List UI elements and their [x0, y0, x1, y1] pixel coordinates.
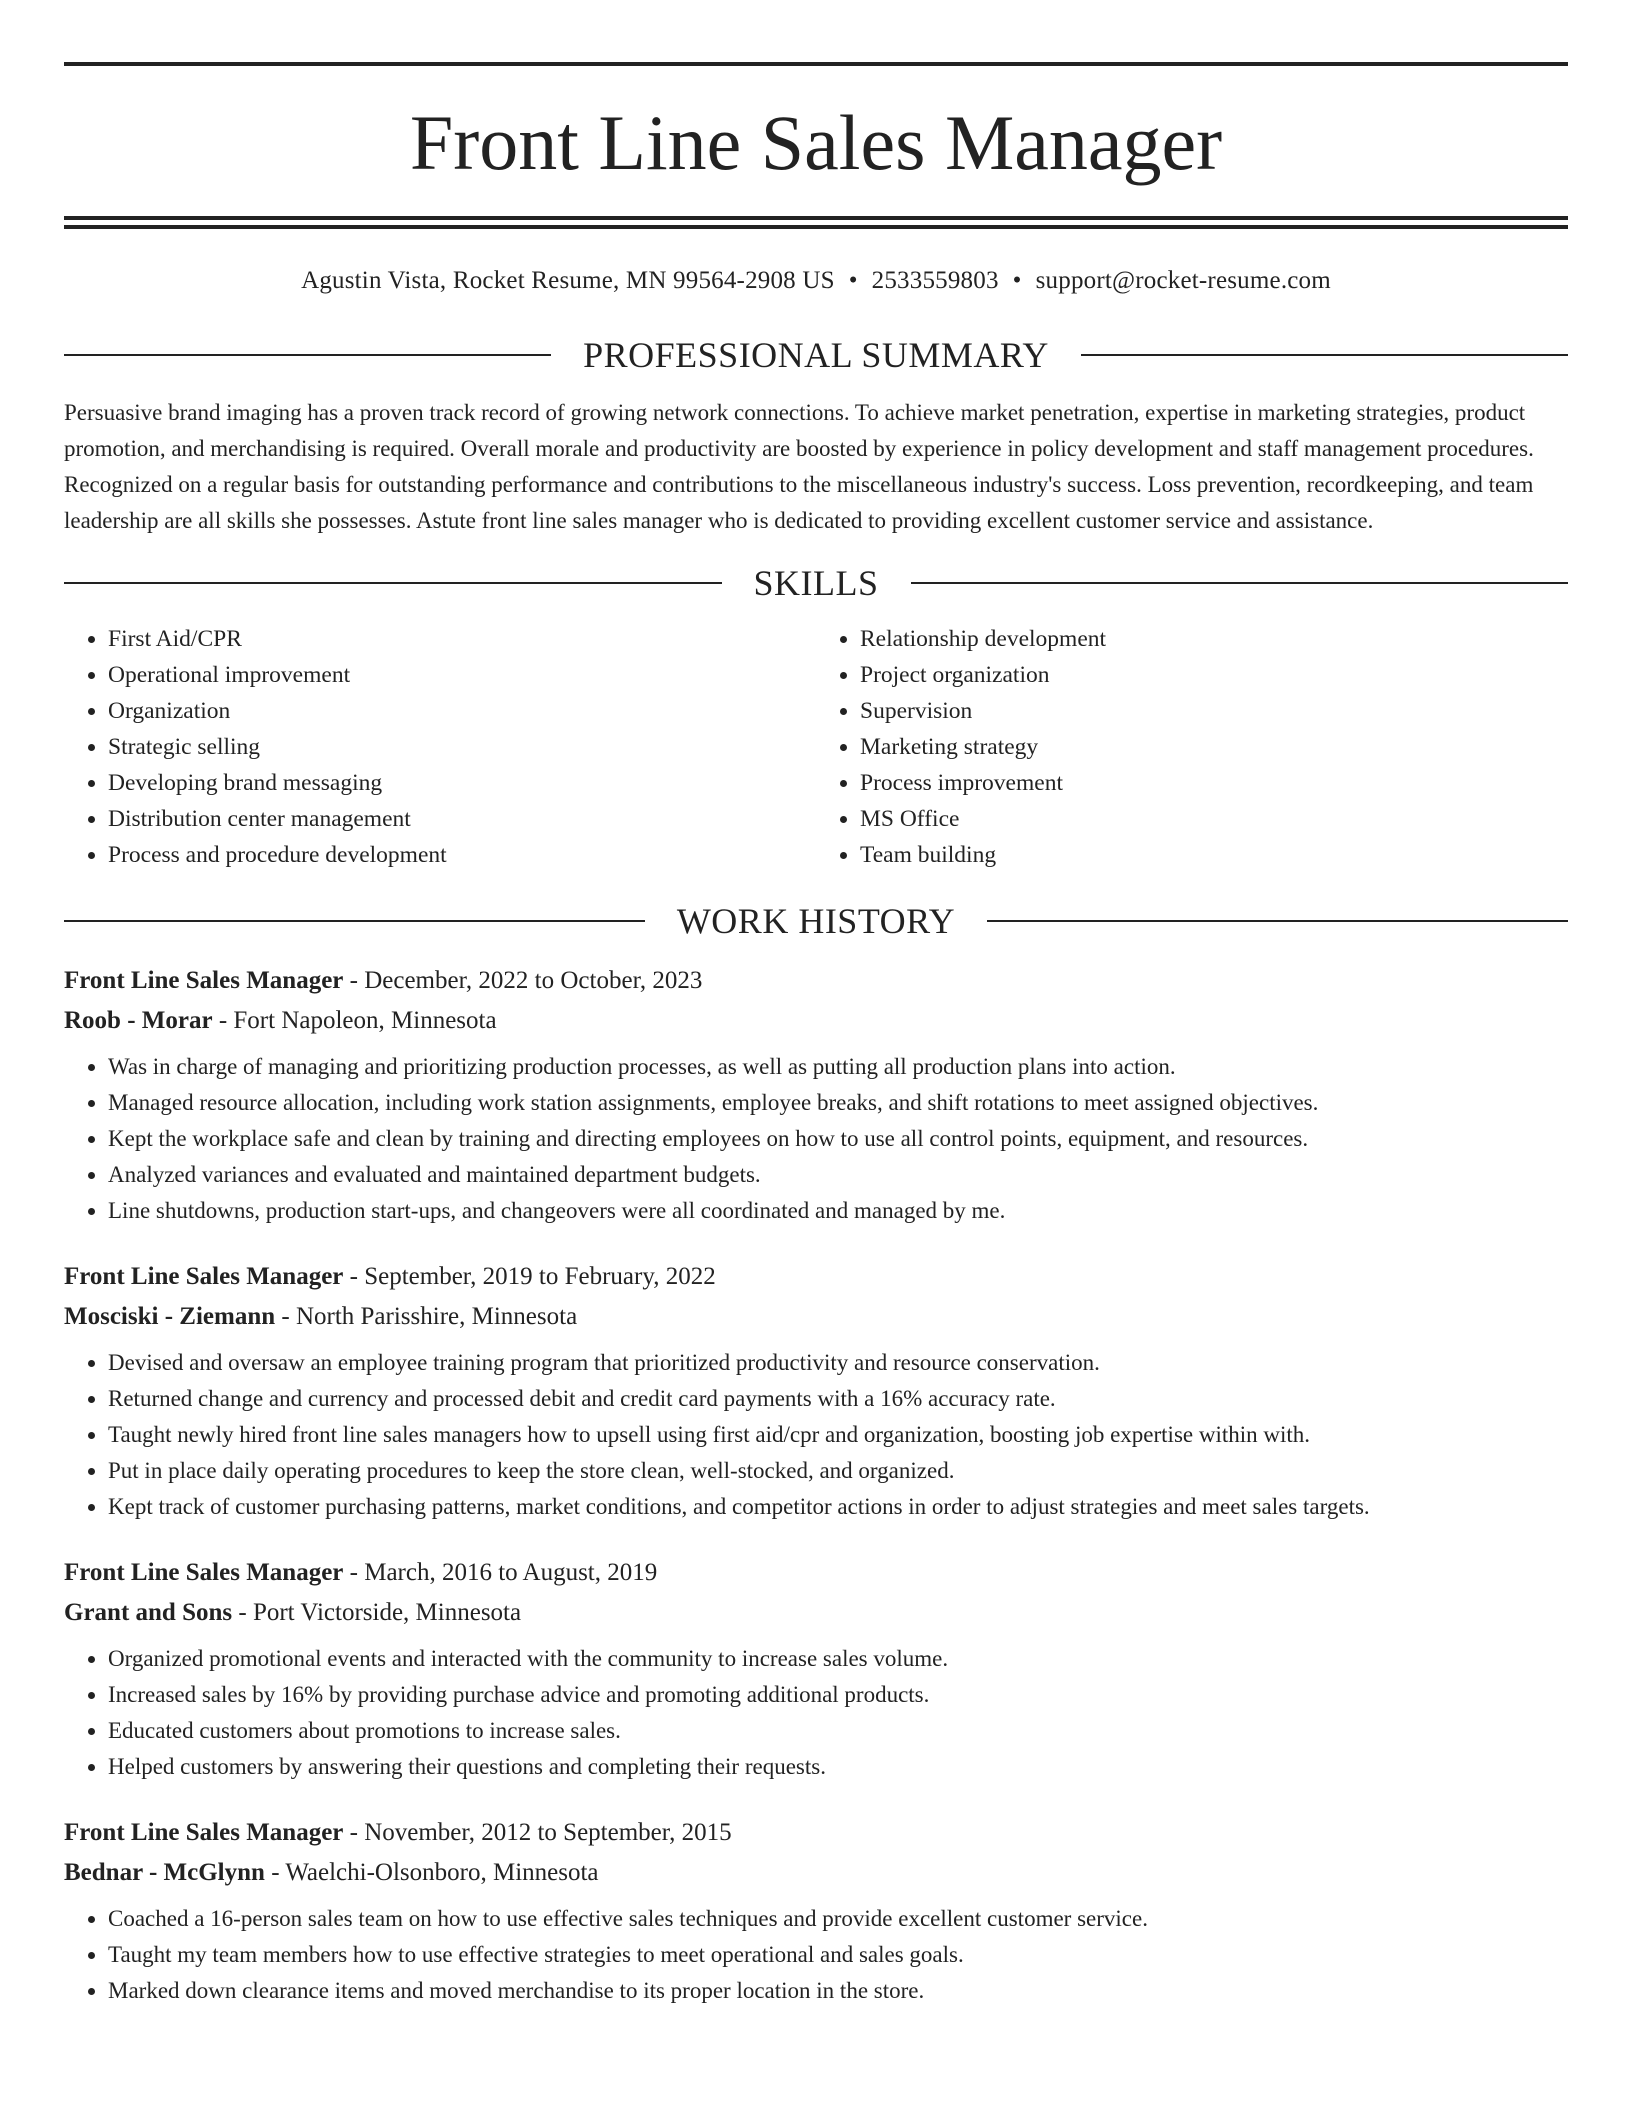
job-bullet: • Marked down clearance items and moved merchandise to its proper location in the store.: [108, 1973, 1568, 2009]
job-bullet: • Coached a 16-person sales team on how to use effective sales techniques and provide excellent customer service.: [108, 1901, 1568, 1937]
job-company-line: [64, 1593, 1568, 1633]
page-title: Front Line Sales Manager: [409, 99, 1223, 186]
heading-rule-left: [64, 354, 551, 356]
summary-heading-label: PROFESSIONAL SUMMARY: [583, 335, 1049, 375]
job-title-line: [64, 1257, 1568, 1297]
job-bullet: • Educated customers about promotions to increase sales.: [108, 1713, 1568, 1749]
job-location: - North Parisshire, Minnesota: [275, 1303, 578, 1330]
job-bullet: • Was in charge of managing and prioritizing production processes, as well as putting all production plans into action.: [108, 1049, 1568, 1085]
job-bullet: • Kept the workplace safe and clean by training and directing employees on how to use all control points, equipment, and resources.: [108, 1121, 1568, 1157]
job-location: - Waelchi-Olsonboro, Minnesota: [264, 1859, 599, 1886]
heading-rule-right: [911, 582, 1569, 584]
contact-separator: •: [1012, 267, 1022, 294]
contact-address: Agustin Vista, Rocket Resume, MN 99564-2908 US: [301, 267, 835, 294]
job-title: Front Line Sales Manager: [64, 1819, 344, 1846]
job-company-line: [64, 1001, 1568, 1041]
job-dates: - September, 2019 to February, 2022: [343, 1263, 716, 1290]
skill-item: • Organization: [108, 693, 816, 729]
job-bullet: • Put in place daily operating procedures to keep the store clean, well-stocked, and organized.: [108, 1453, 1568, 1489]
job-company-line: [64, 1853, 1568, 1893]
skill-item: • Team building: [860, 837, 1568, 873]
skill-item: • Supervision: [860, 693, 1568, 729]
job-dates: - November, 2012 to September, 2015: [343, 1819, 732, 1846]
job-company-line: [64, 1297, 1568, 1337]
skill-item: • Operational improvement: [108, 657, 816, 693]
heading-rule-left: [64, 920, 645, 922]
job-bullets: [64, 1049, 1568, 1229]
work-heading-label: WORK HISTORY: [676, 901, 956, 941]
job-entry: [64, 961, 1568, 1229]
job-bullet: • Kept track of customer purchasing patterns, market conditions, and competitor actions in order to adjust strategies and meet sales targets.: [108, 1489, 1568, 1525]
skill-item: • Developing brand messaging: [108, 765, 816, 801]
job-location: - Port Victorside, Minnesota: [232, 1599, 522, 1626]
job-entry: [64, 1553, 1568, 1785]
skill-item: • Distribution center management: [108, 801, 816, 837]
job-entry: [64, 1813, 1568, 2009]
job-location: - Fort Napoleon, Minnesota: [212, 1007, 497, 1034]
skill-item: • Marketing strategy: [860, 729, 1568, 765]
skills-heading: [64, 561, 1568, 605]
skill-item: • Project organization: [860, 657, 1568, 693]
job-bullet: • Organized promotional events and interacted with the community to increase sales volume.: [108, 1641, 1568, 1677]
resume-content: [64, 62, 1568, 2009]
job-company: Mosciski - Ziemann: [64, 1303, 276, 1330]
work-heading: [64, 899, 1568, 943]
job-title: Front Line Sales Manager: [64, 1263, 344, 1290]
heading-rule-right: [987, 920, 1568, 922]
job-company: Grant and Sons: [64, 1599, 233, 1626]
job-bullet: • Increased sales by 16% by providing purchase advice and promoting additional products.: [108, 1677, 1568, 1713]
job-title: Front Line Sales Manager: [64, 1559, 344, 1586]
skill-item: • First Aid/CPR: [108, 621, 816, 657]
job-bullets: [64, 1641, 1568, 1785]
job-company: Bednar - McGlynn: [64, 1859, 265, 1886]
skill-item: • Process and procedure development: [108, 837, 816, 873]
job-title-line: [64, 1813, 1568, 1853]
work-history: [64, 961, 1568, 2009]
contact-email: support@rocket-resume.com: [1035, 267, 1331, 294]
job-bullet: • Line shutdowns, production start-ups, and changeovers were all coordinated and managed by me.: [108, 1193, 1568, 1229]
heading-rule-right: [1081, 354, 1568, 356]
contact-separator: •: [848, 267, 858, 294]
job-bullet: • Returned change and currency and processed debit and credit card payments with a 16% accuracy rate.: [108, 1381, 1568, 1417]
job-title-line: [64, 1553, 1568, 1593]
title-double-rule: [64, 216, 1568, 229]
skills-heading-label: SKILLS: [753, 563, 879, 603]
skills-list-left: [64, 621, 816, 873]
job-dates: - December, 2022 to October, 2023: [343, 967, 703, 994]
job-dates: - March, 2016 to August, 2019: [343, 1559, 658, 1586]
job-entry: [64, 1257, 1568, 1525]
job-bullet: • Helped customers by answering their questions and completing their requests.: [108, 1749, 1568, 1785]
skills-columns: [64, 621, 1568, 873]
summary-text: Persuasive brand imaging has a proven track record of growing network connections. To achieve market penetration, expertise in marketing strategies, product promotion, and merchandising is required. Overall morale and productivity are boosted by experience in policy development and staff management procedures. Recognized on a regular basis for outstanding performance and contributions to the miscellaneous industry's success. Loss prevention, recordkeeping, and team leadership are all skills she possesses. Astute front line sales manager who is dedicated to providing excellent customer service and assistance.: [64, 400, 1534, 533]
job-bullet: • Managed resource allocation, including work station assignments, employee breaks, and shift rotations to meet assigned objectives.: [108, 1085, 1568, 1121]
job-title-line: [64, 961, 1568, 1001]
top-rule: [64, 62, 1568, 66]
job-bullet: • Taught newly hired front line sales managers how to upsell using first aid/cpr and organization, boosting job expertise within with.: [108, 1417, 1568, 1453]
summary-heading: [64, 333, 1568, 377]
job-company: Roob - Morar: [64, 1007, 213, 1034]
job-bullets: [64, 1345, 1568, 1525]
job-bullets: [64, 1901, 1568, 2009]
skill-item: • Strategic selling: [108, 729, 816, 765]
heading-rule-left: [64, 582, 722, 584]
skill-item: • MS Office: [860, 801, 1568, 837]
job-bullet: • Analyzed variances and evaluated and maintained department budgets.: [108, 1157, 1568, 1193]
skill-item: • Relationship development: [860, 621, 1568, 657]
contact-phone: 2533559803: [871, 267, 999, 294]
skills-list-right: [816, 621, 1568, 873]
job-bullet: • Devised and oversaw an employee training program that prioritized productivity and resource conservation.: [108, 1345, 1568, 1381]
contact-line: [64, 265, 1568, 297]
skill-item: • Process improvement: [860, 765, 1568, 801]
job-title: Front Line Sales Manager: [64, 967, 344, 994]
job-bullet: • Taught my team members how to use effective strategies to meet operational and sales goals.: [108, 1937, 1568, 1973]
